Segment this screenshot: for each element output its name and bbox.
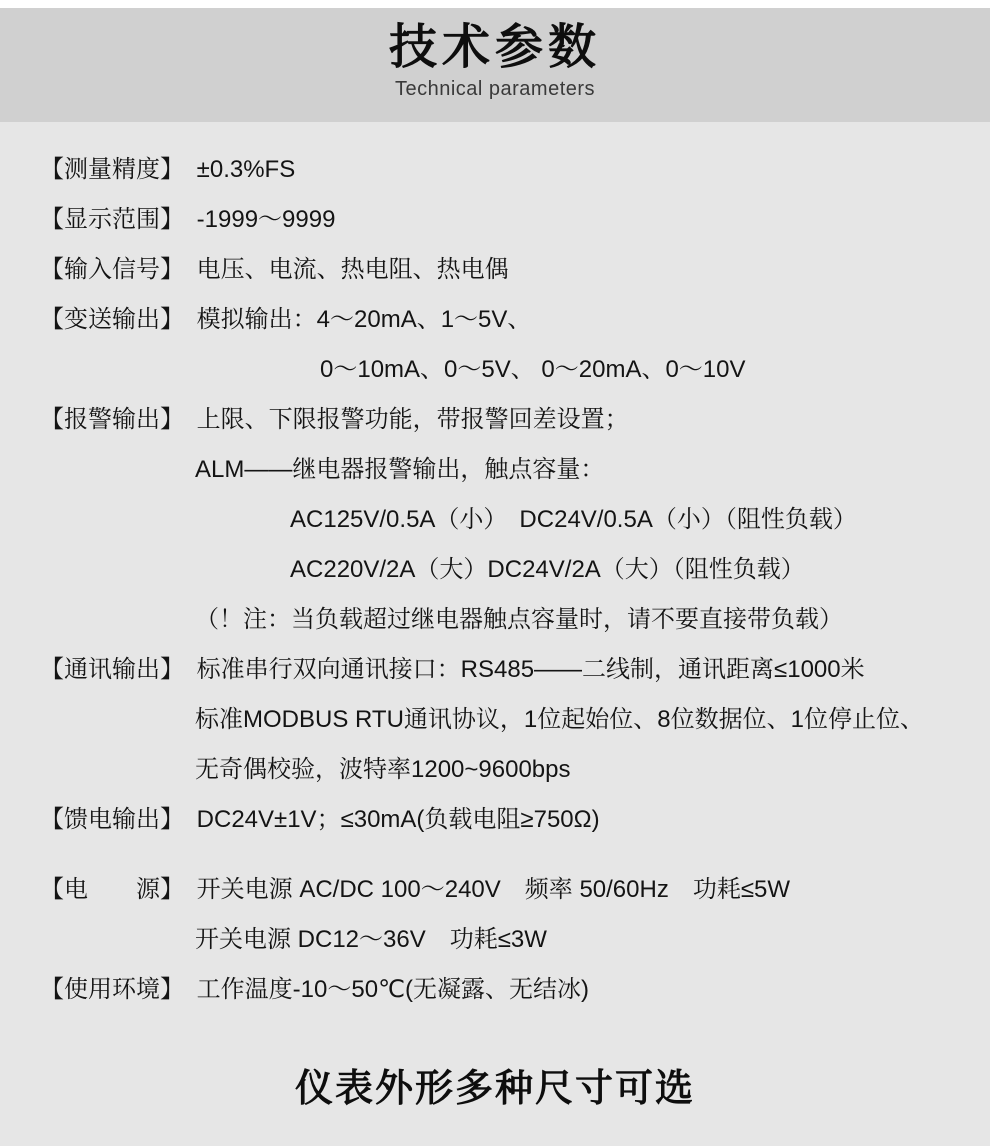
page-subtitle: Technical parameters (394, 78, 596, 100)
spec-row-contact-rating-large (0, 545, 990, 595)
spec-row-comm-baud (0, 745, 990, 795)
spec-value: DC24V±1V；≤30mA(负载电阻≥750Ω) (196, 806, 600, 833)
spec-label: 【报警输出】 (40, 406, 184, 433)
title-band (0, 8, 990, 122)
spec-value: 工作温度-10～50℃(无凝露、无结冰) (196, 976, 589, 1003)
spec-row-transmit-output (0, 295, 990, 345)
spec-value: AC125V/0.5A（小） DC24V/0.5A（小）（阻性负载） (290, 506, 857, 533)
spec-label: 【使用环境】 (40, 976, 184, 1003)
footer-title: 仪表外形多种尺寸可选 (294, 1068, 695, 1110)
spec-label: 【馈电输出】 (40, 806, 184, 833)
spec-value: 电压、电流、热电阻、热电偶 (196, 256, 509, 283)
spec-list (0, 122, 990, 1146)
spec-value: 开关电源 DC12～36V 功耗≤3W (195, 926, 547, 953)
spec-label: 【通讯输出】 (40, 656, 184, 683)
spec-row-alarm-relay (0, 445, 990, 495)
spec-row-comm-output (0, 645, 990, 695)
spec-row-alarm-output (0, 395, 990, 445)
spec-value: 模拟输出：4～20mA、1～5V、 (196, 306, 532, 333)
spec-row-transmit-output-cont (0, 345, 990, 395)
page-title: 技术参数 (388, 21, 601, 74)
spec-value: ALM——继电器报警输出，触点容量： (195, 456, 605, 483)
spec-value: 0～10mA、0～5V、 0～20mA、0～10V (320, 356, 746, 383)
spec-row-feed-output (0, 795, 990, 845)
spec-row-comm-protocol (0, 695, 990, 745)
spec-value: 标准MODBUS RTU通讯协议，1位起始位、8位数据位、1位停止位、 (195, 706, 924, 733)
spec-row-measure-accuracy (0, 145, 990, 195)
spec-value: （！注：当负载超过继电器触点容量时，请不要直接带负载） (195, 606, 843, 633)
spec-value: AC220V/2A（大）DC24V/2A（大）（阻性负载） (290, 556, 805, 583)
spec-value: 无奇偶校验，波特率1200~9600bps (195, 756, 571, 783)
spec-row-power-supply (0, 865, 990, 915)
spec-label: 【输入信号】 (40, 256, 184, 283)
spec-value: -1999～9999 (196, 206, 336, 233)
spec-label: 【测量精度】 (40, 156, 184, 183)
spec-row-contact-rating-small (0, 495, 990, 545)
spec-row-power-supply-dc (0, 915, 990, 965)
spec-value: 上限、下限报警功能，带报警回差设置； (196, 406, 629, 433)
spec-label: 【变送输出】 (40, 306, 184, 333)
spec-value: 标准串行双向通讯接口：RS485——二线制，通讯距离≤1000米 (196, 656, 865, 683)
spec-value: ±0.3%FS (196, 156, 296, 183)
spec-label: 【显示范围】 (40, 206, 184, 233)
spec-label: 【电 源】 (40, 876, 184, 903)
spec-row-display-range (0, 195, 990, 245)
spec-row-input-signal (0, 245, 990, 295)
spec-row-alarm-note (0, 595, 990, 645)
spec-value: 开关电源 AC/DC 100～240V 频率 50/60Hz 功耗≤5W (196, 876, 791, 903)
spec-row-environment (0, 965, 990, 1015)
